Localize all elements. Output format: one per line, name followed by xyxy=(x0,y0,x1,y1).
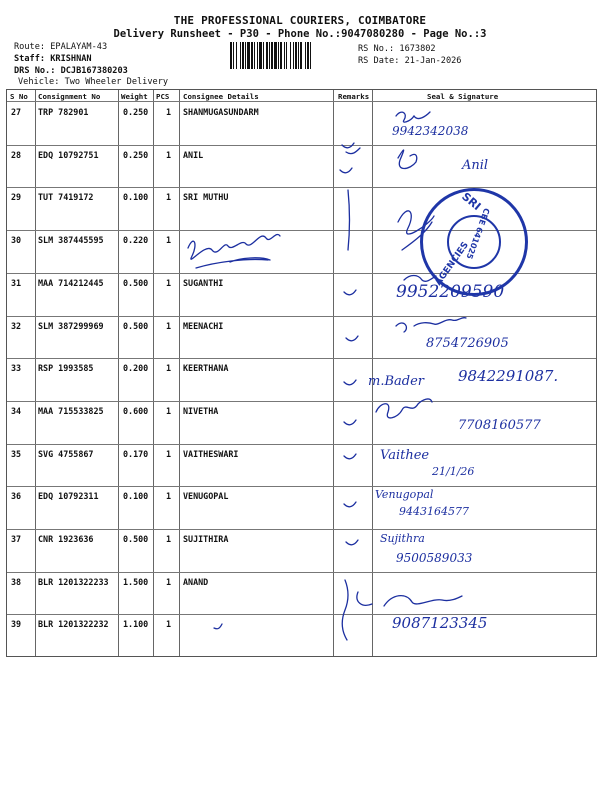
serial-number: 27 xyxy=(11,107,22,117)
weight-value: 0.250 xyxy=(123,107,149,117)
col-header-weight: Weight xyxy=(121,92,148,101)
signature-stroke xyxy=(398,150,417,169)
handwritten-phone: 7708160577 xyxy=(458,418,541,433)
consignment-number: SVG 4755867 xyxy=(38,448,94,459)
remark-tick xyxy=(342,143,360,154)
consignment-number: RSP 1993585 xyxy=(38,363,94,374)
handwritten-name: m.Bader xyxy=(368,374,424,389)
consignee-name: NIVETHA xyxy=(183,405,219,416)
runsheet-subtitle: Delivery Runsheet - P30 - Phone No.:9047080280 - Page No.:3 xyxy=(113,28,487,40)
weight-value: 0.600 xyxy=(123,405,149,416)
consignee-name: SUGANTHI xyxy=(183,277,224,288)
weight-value: 0.200 xyxy=(123,363,149,374)
weight-value: 0.220 xyxy=(123,235,149,246)
signature-stroke xyxy=(188,234,280,259)
consignment-number: TUT 7419172 xyxy=(38,192,94,203)
col-header-consignee: Consignee Details xyxy=(183,92,259,101)
handwritten-phone: 9952209590 xyxy=(396,282,505,302)
remark-tick xyxy=(344,380,356,385)
consignment-number: MAA 715533825 xyxy=(38,405,104,416)
serial-number: 35 xyxy=(11,448,22,459)
col-header-pcs: PCS xyxy=(156,92,170,101)
weight-value: 0.500 xyxy=(123,277,149,288)
remark-tick xyxy=(346,540,358,545)
pcs-value: 1 xyxy=(166,405,172,416)
consignee-name: MEENACHI xyxy=(183,320,224,331)
serial-number: 33 xyxy=(11,363,22,374)
pcs-value: 1 xyxy=(166,491,172,502)
handwritten-phone: 8754726905 xyxy=(426,336,509,351)
signature-stroke xyxy=(357,592,372,605)
signature-stroke xyxy=(384,596,462,606)
serial-number: 32 xyxy=(11,320,22,331)
consignment-number: MAA 714212445 xyxy=(38,277,104,288)
remark-tick xyxy=(344,290,356,295)
remark-tick xyxy=(344,502,356,507)
pcs-value: 1 xyxy=(166,149,172,160)
weight-value: 1.100 xyxy=(123,619,149,630)
handwritten-phone: 9087123345 xyxy=(392,614,488,632)
col-header-seal: Seal & Signature xyxy=(427,92,499,101)
col-header-remarks: Remarks xyxy=(338,92,370,101)
serial-number: 28 xyxy=(11,149,22,160)
consignment-number: SLM 387299969 xyxy=(38,320,104,331)
stamp-text: CBE 641025 xyxy=(464,206,492,261)
handwritten-date: 21/1/26 xyxy=(432,465,475,478)
consignee-name: ANAND xyxy=(183,576,209,587)
consignment-number: CNR 1923636 xyxy=(38,534,94,544)
vehicle-info: Vehicle: Two Wheeler Delivery xyxy=(18,77,169,87)
handwritten-phone: 9500589033 xyxy=(396,551,473,565)
col-header-consignment: Consignment No xyxy=(38,92,101,101)
handwritten-phone: 9443164577 xyxy=(399,505,469,518)
rs-number: RS No.: 1673802 xyxy=(358,44,436,54)
signature-stroke xyxy=(396,318,466,332)
weight-value: 0.500 xyxy=(123,534,149,544)
route-info: Route: EPALAYAM-43 xyxy=(14,42,108,52)
serial-number: 36 xyxy=(11,491,22,502)
consignment-number: EDQ 10792311 xyxy=(38,491,99,502)
pcs-value: 1 xyxy=(166,619,172,630)
remark-tick xyxy=(214,624,222,629)
pcs-value: 1 xyxy=(166,192,172,203)
serial-number: 31 xyxy=(11,277,22,288)
pcs-value: 1 xyxy=(166,277,172,288)
remark-tick xyxy=(344,420,356,425)
consignment-number: TRP 782901 xyxy=(38,107,89,117)
pcs-value: 1 xyxy=(166,448,172,459)
weight-value: 0.250 xyxy=(123,149,149,160)
pcs-value: 1 xyxy=(166,320,172,331)
signature-stroke xyxy=(348,190,350,250)
remark-tick xyxy=(346,336,358,341)
weight-value: 1.500 xyxy=(123,576,149,587)
consignment-number: EDQ 10792751 xyxy=(38,149,99,160)
signature-stroke xyxy=(404,276,436,282)
pcs-value: 1 xyxy=(166,363,172,374)
handwritten-name: Vaithee xyxy=(380,448,430,463)
consignment-number: BLR 1201322233 xyxy=(38,576,109,587)
serial-number: 30 xyxy=(11,235,22,246)
pcs-value: 1 xyxy=(166,235,172,246)
remark-tick xyxy=(340,168,352,173)
handwritten-name: Venugopal xyxy=(375,488,434,501)
staff-info: Staff: KRISHNAN xyxy=(14,54,92,64)
handwritten-phone: 9942342038 xyxy=(392,124,469,138)
weight-value: 0.500 xyxy=(123,320,149,331)
consignee-name: SRI MUTHU xyxy=(183,192,229,203)
serial-number: 39 xyxy=(11,619,22,630)
serial-number: 38 xyxy=(11,576,22,587)
weight-value: 0.100 xyxy=(123,491,149,502)
pcs-value: 1 xyxy=(166,107,172,117)
weight-value: 0.170 xyxy=(123,448,149,459)
consignment-number: SLM 387445595 xyxy=(38,235,104,246)
weight-value: 0.100 xyxy=(123,192,149,203)
handwritten-phone: 9842291087. xyxy=(458,367,559,385)
serial-number: 37 xyxy=(11,534,22,544)
consignee-name: SHANMUGASUNDARM xyxy=(183,107,259,117)
col-header-sno: S No xyxy=(10,92,28,101)
consignment-number: BLR 1201322232 xyxy=(38,619,109,630)
consignee-name: VENUGOPAL xyxy=(183,491,229,502)
rs-date: RS Date: 21-Jan-2026 xyxy=(358,56,462,66)
delivery-stamp xyxy=(420,188,528,296)
handwritten-name: Anil xyxy=(462,158,489,173)
consignee-name: KEERTHANA xyxy=(183,363,229,374)
consignee-name: ANIL xyxy=(183,149,204,160)
remark-tick xyxy=(344,454,356,459)
pcs-value: 1 xyxy=(166,576,172,587)
signature-stroke xyxy=(342,580,348,640)
signature-stroke xyxy=(396,112,430,122)
consignee-name: VAITHESWARI xyxy=(183,448,239,459)
drs-info: DRS No.: DCJB167380203 xyxy=(14,66,128,76)
serial-number: 34 xyxy=(11,405,22,416)
company-title: THE PROFESSIONAL COURIERS, COIMBATORE xyxy=(173,14,427,27)
signature-stroke xyxy=(196,258,270,268)
consignee-name: SUJITHIRA xyxy=(183,534,229,544)
handwritten-name: Sujithra xyxy=(380,532,425,545)
signature-stroke xyxy=(376,399,432,418)
serial-number: 29 xyxy=(11,192,22,203)
stamp-text: SRI xyxy=(459,189,484,214)
pcs-value: 1 xyxy=(166,534,172,544)
stamp-text: AGENCIES xyxy=(433,240,471,288)
